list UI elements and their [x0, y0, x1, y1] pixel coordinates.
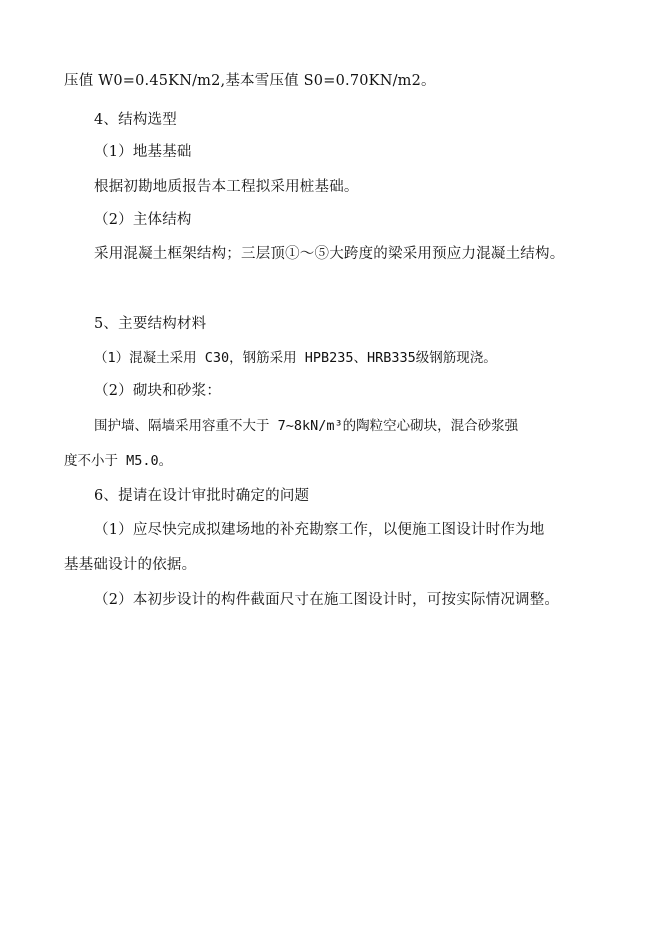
wind-snow-pressure-text: 压值 W0=0.45KN/m2,基本雪压值 S0=0.70KN/m2。 [64, 73, 436, 89]
block-mortar-subheading: （2）砌块和砂浆： [94, 383, 222, 399]
concrete-steel-text: （1）混凝土采用 C30，钢筋采用 HPB235、HRB335级钢筋现浇。 [94, 350, 497, 366]
issue-1-text-continued: 基基础设计的依据。 [64, 557, 197, 573]
foundation-subheading: （1）地基基础 [94, 144, 192, 160]
main-structure-text: 采用混凝土框架结构；三层顶①～⑤大跨度的梁采用预应力混凝土结构。 [94, 246, 565, 262]
foundation-text: 根据初勘地质报告本工程拟采用桩基础。 [94, 179, 359, 195]
section-5-heading: 5、主要结构材料 [94, 316, 207, 332]
section-6-heading: 6、提请在设计审批时确定的问题 [94, 488, 310, 504]
section-4-heading: 4、结构选型 [94, 112, 177, 128]
wall-material-text-continued: 度不小于 M5.0。 [64, 453, 173, 469]
issue-1-text: （1）应尽快完成拟建场地的补充勘察工作，以便施工图设计时作为地 [94, 522, 545, 538]
issue-2-text: （2）本初步设计的构件截面尺寸在施工图设计时，可按实际情况调整。 [94, 592, 560, 608]
wall-material-text: 围护墙、隔墙采用容重不大于 7~8kN/m³的陶粒空心砌块，混合砂浆强 [94, 418, 519, 434]
main-structure-subheading: （2）主体结构 [94, 212, 192, 228]
